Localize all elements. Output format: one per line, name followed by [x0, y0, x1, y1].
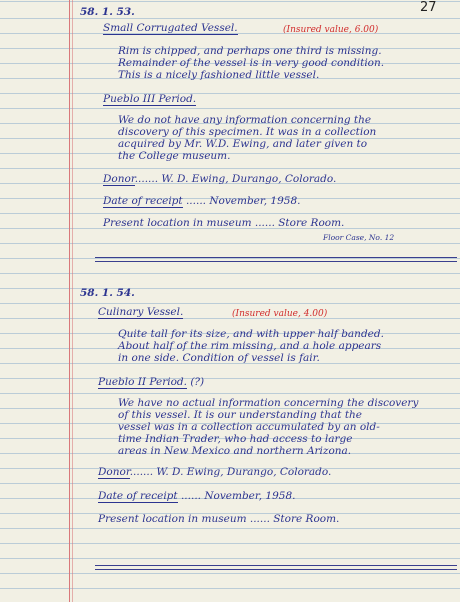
description-line: Rim is chipped, and perhaps one third is missing. — [118, 45, 382, 57]
vessel-title: Culinary Vessel. — [98, 306, 184, 318]
margin-line — [69, 0, 70, 602]
donor-label: Donor — [103, 173, 135, 185]
history-line: We have no actual information concerning the discovery — [118, 397, 419, 409]
receipt-row — [98, 490, 295, 502]
history-line: areas in New Mexico and northern Arizona. — [118, 445, 352, 457]
history-line: time Indian Trader, who had access to large — [118, 433, 353, 445]
description-line: Remainder of the vessel is in very good condition. — [118, 57, 385, 69]
entry-divider — [95, 257, 457, 258]
vessel-title: Small Corrugated Vessel. — [103, 22, 238, 34]
donor-value: ....... W. D. Ewing, Durango, Colorado. — [134, 173, 337, 185]
description-line: About half of the rim missing, and a hole appears — [118, 340, 382, 352]
location-row: Present location in museum ...... Store Room. — [98, 513, 340, 525]
entry-divider — [95, 569, 457, 570]
donor-value: ....... W. D. Ewing, Durango, Colorado. — [129, 466, 332, 478]
entry-divider — [95, 261, 457, 262]
insured-value: (Insured value, 6.00) — [283, 25, 379, 35]
history-line: the College museum. — [118, 150, 231, 162]
history-line: We do not have any information concerning the — [118, 114, 372, 126]
history-line: discovery of this specimen. It was in a collection — [118, 126, 377, 138]
description-line: Quite tall for its size, and with upper half banded. — [118, 328, 384, 340]
entry-divider — [95, 565, 457, 566]
receipt-value: ...... November, 1958. — [185, 195, 301, 207]
catalog-number: 58. 1. 53. — [80, 6, 135, 18]
location-row: Present location in museum ...... Store Room. — [103, 217, 345, 229]
donor-label: Donor — [98, 466, 130, 478]
receipt-value: ...... November, 1958. — [180, 490, 296, 502]
receipt-label: Date of receipt — [103, 195, 183, 207]
receipt-row — [103, 195, 300, 207]
history-line: of this vessel. It is our understanding that the — [118, 409, 363, 421]
period-suffix: (?) — [190, 376, 205, 388]
receipt-label: Date of receipt — [98, 490, 178, 502]
insured-value: (Insured value, 4.00) — [232, 309, 328, 319]
period-label: Pueblo II Period. — [98, 376, 187, 388]
page-number: 27 — [420, 0, 437, 15]
description-line: in one side. Condition of vessel is fair. — [118, 352, 320, 364]
catalog-number: 58. 1. 54. — [80, 287, 135, 299]
donor-row — [98, 466, 331, 478]
location-note: Floor Case, No. 12 — [323, 233, 395, 242]
margin-line-secondary — [72, 0, 73, 602]
period-label: Pueblo III Period. — [103, 93, 197, 105]
description-line: This is a nicely fashioned little vessel. — [118, 69, 320, 81]
history-line: vessel was in a collection accumulated by an old- — [118, 421, 380, 433]
history-line: acquired by Mr. W.D. Ewing, and later given to — [118, 138, 368, 150]
period-row — [98, 376, 204, 388]
donor-row — [103, 173, 336, 185]
